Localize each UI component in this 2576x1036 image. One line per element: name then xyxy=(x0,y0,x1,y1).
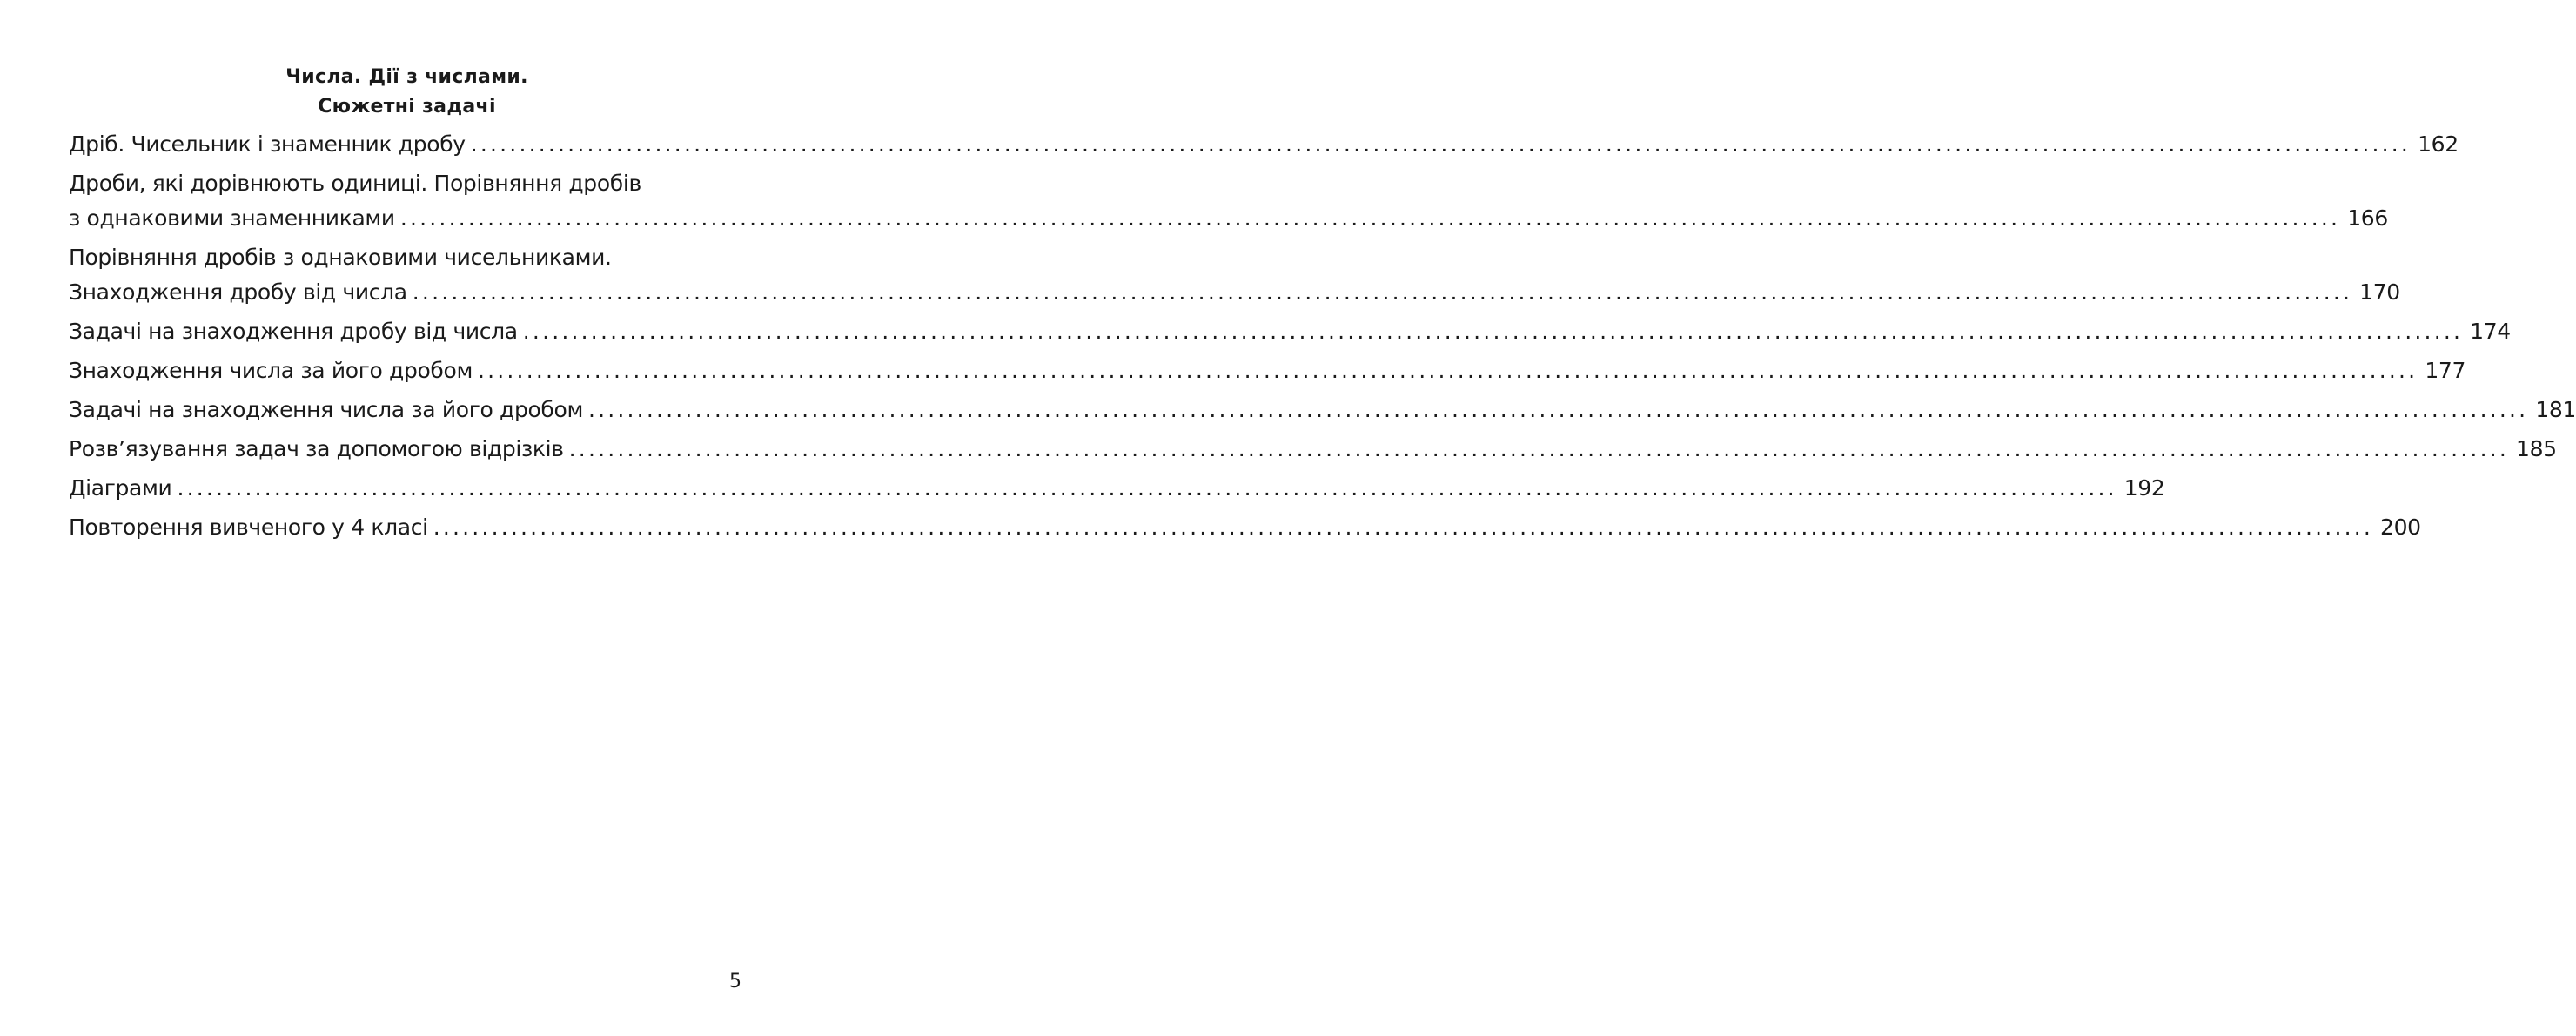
table-of-contents xyxy=(69,127,2576,549)
toc-entry-page: 181 xyxy=(2535,397,2576,422)
toc-entry-title: Повторення вивченого у 4 класі xyxy=(69,515,428,540)
toc-dot-leader: ........................................................................................................................................................................................................ xyxy=(412,279,2353,305)
toc-entry-page: 170 xyxy=(2359,279,2400,305)
toc-entry-title: Знаходження дробу від числа xyxy=(69,279,407,305)
toc-entry[interactable] xyxy=(69,127,2459,162)
toc-entry-page: 166 xyxy=(2347,205,2388,231)
toc-entry[interactable] xyxy=(69,166,2388,236)
toc-entry[interactable] xyxy=(69,314,2511,349)
page-number: 5 xyxy=(729,971,741,992)
section-heading xyxy=(0,63,814,122)
toc-entry-page: 174 xyxy=(2470,319,2511,344)
toc-entry-title: Задачі на знаходження дробу від числа xyxy=(69,319,518,344)
toc-entry-page: 162 xyxy=(2418,131,2459,157)
toc-entry-title-first-line: Порівняння дробів з однаковими чисельниками. xyxy=(69,245,612,270)
toc-entry[interactable] xyxy=(69,510,2421,545)
toc-entry-title: Дріб. Чисельник і знаменник дробу xyxy=(69,131,466,157)
toc-entry[interactable] xyxy=(69,432,2557,467)
toc-entry[interactable] xyxy=(69,471,2165,506)
toc-entry-title: Діаграми xyxy=(69,475,172,501)
toc-entry-page: 192 xyxy=(2123,475,2165,501)
section-heading-line-1: Числа. Дії з числами. xyxy=(285,66,528,88)
toc-entry-title: Розв’язування задач за допомогою відрізків xyxy=(69,436,564,461)
toc-entry[interactable] xyxy=(69,393,2576,427)
toc-dot-leader: ........................................................................................................................................................................................................ xyxy=(522,319,2464,344)
toc-entry-title: Знаходження числа за його дробом xyxy=(69,358,473,383)
section-heading-line-2: Сюжетні задачі xyxy=(318,96,496,118)
toc-dot-leader: ........................................................................................................................................................................................................ xyxy=(470,131,2412,157)
toc-dot-leader: ........................................................................................................................................................................................................ xyxy=(399,205,2341,231)
toc-dot-leader: ........................................................................................................................................................................................................ xyxy=(477,358,2418,383)
toc-entry-title: з однаковими знаменниками xyxy=(69,205,395,231)
toc-entry-title: Задачі на знаходження числа за його дробом xyxy=(69,397,583,422)
toc-entry[interactable] xyxy=(69,353,2465,388)
toc-dot-leader: ........................................................................................................................................................................................................ xyxy=(587,397,2529,422)
toc-entry-page: 177 xyxy=(2425,358,2465,383)
toc-dot-leader: ........................................................................................................................................................................................................ xyxy=(568,436,2510,461)
toc-entry-page: 185 xyxy=(2516,436,2557,461)
toc-dot-leader: ........................................................................................................................................................................................................ xyxy=(433,515,2374,540)
toc-entry[interactable] xyxy=(69,240,2400,310)
toc-entry-page: 200 xyxy=(2380,515,2421,540)
toc-dot-leader: ........................................................................................................................................................................................................ xyxy=(177,475,2117,501)
toc-entry-title-first-line: Дроби, які дорівнюють одиниці. Порівняння дробів xyxy=(69,171,641,196)
